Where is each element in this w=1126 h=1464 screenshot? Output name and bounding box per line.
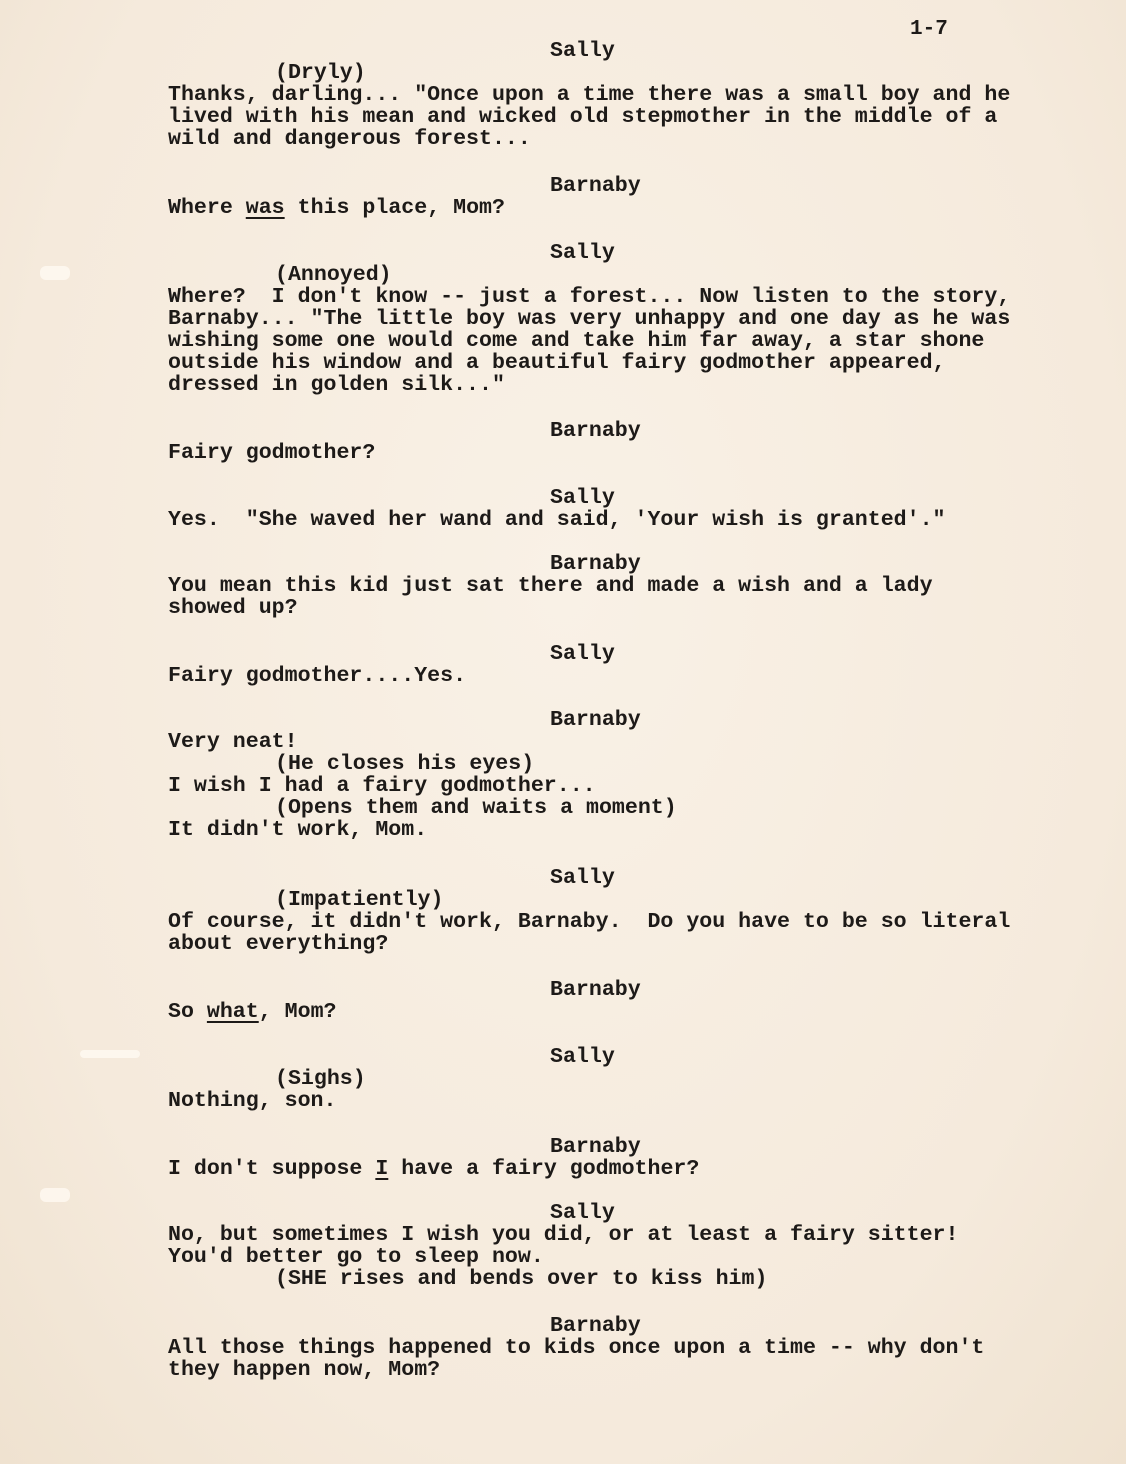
character-name: Sally: [550, 1045, 615, 1069]
dialogue-line: dressed in golden silk...": [168, 373, 505, 397]
dialogue-line: [168, 1001, 337, 1023]
character-name: Sally: [550, 642, 615, 666]
character-name: Sally: [550, 1201, 615, 1225]
text-segment: have a fairy godmother?: [388, 1157, 700, 1181]
dialogue-line: Where? I don't know -- just a forest... Now listen to the story,: [168, 285, 1011, 309]
text-segment: this place, Mom?: [284, 196, 505, 220]
dialogue-line: Very neat!: [168, 730, 298, 754]
text-segment: , Mom?: [258, 1000, 337, 1024]
dialogue-line: [168, 1158, 699, 1180]
parenthetical: (Opens them and waits a moment): [275, 796, 677, 820]
dialogue-line: Of course, it didn't work, Barnaby. Do you have to be so literal: [168, 910, 1011, 934]
parenthetical: (Dryly): [275, 61, 366, 85]
character-name: Barnaby: [550, 174, 641, 198]
dialogue-line: Fairy godmother....Yes.: [168, 664, 467, 688]
parenthetical: (He closes his eyes): [275, 752, 535, 776]
parenthetical: (Annoyed): [275, 263, 392, 287]
paper-tear-mark: [80, 1050, 140, 1058]
character-name: Barnaby: [550, 552, 641, 576]
text-segment: So: [168, 1000, 207, 1024]
character-name: Sally: [550, 39, 615, 63]
character-name: Barnaby: [550, 419, 641, 443]
dialogue-line: Thanks, darling... "Once upon a time there was a small boy and he: [168, 83, 1011, 107]
dialogue-line: Yes. "She waved her wand and said, 'Your wish is granted'.": [168, 508, 946, 532]
dialogue-line: about everything?: [168, 932, 389, 956]
binder-hole-mark: [40, 1188, 70, 1202]
underlined-word: I: [375, 1157, 389, 1181]
character-name: Sally: [550, 241, 615, 265]
dialogue-line: No, but sometimes I wish you did, or at least a fairy sitter!: [168, 1223, 959, 1247]
dialogue-line: wild and dangerous forest...: [168, 127, 531, 151]
dialogue-line: I wish I had a fairy godmother...: [168, 774, 596, 798]
dialogue-line: Nothing, son.: [168, 1089, 337, 1113]
page-number: 1-7: [910, 18, 948, 41]
character-name: Sally: [550, 486, 615, 510]
text-segment: I don't suppose: [168, 1157, 376, 1181]
underlined-word: was: [245, 196, 285, 220]
character-name: Barnaby: [550, 1135, 641, 1159]
character-name: Sally: [550, 866, 615, 890]
parenthetical: (Sighs): [275, 1067, 366, 1091]
dialogue-line: It didn't work, Mom.: [168, 818, 428, 842]
character-name: Barnaby: [550, 978, 641, 1002]
underlined-word: what: [206, 1000, 259, 1024]
dialogue-line: You mean this kid just sat there and made a wish and a lady: [168, 574, 933, 598]
character-name: Barnaby: [550, 708, 641, 732]
dialogue-line: Barnaby... "The little boy was very unhappy and one day as he was: [168, 307, 1011, 331]
dialogue-line: wishing some one would come and take him far away, a star shone: [168, 329, 985, 353]
character-name: Barnaby: [550, 1314, 641, 1338]
dialogue-line: All those things happened to kids once upon a time -- why don't: [168, 1336, 985, 1360]
parenthetical: (SHE rises and bends over to kiss him): [275, 1267, 768, 1291]
dialogue-line: [168, 197, 505, 219]
binder-hole-mark: [40, 266, 70, 280]
parenthetical: (Impatiently): [275, 888, 444, 912]
dialogue-line: lived with his mean and wicked old stepmother in the middle of a: [168, 105, 998, 129]
dialogue-line: outside his window and a beautiful fairy godmother appeared,: [168, 351, 946, 375]
dialogue-line: showed up?: [168, 596, 298, 620]
dialogue-line: they happen now, Mom?: [168, 1358, 441, 1382]
dialogue-line: Fairy godmother?: [168, 441, 376, 465]
dialogue-line: You'd better go to sleep now.: [168, 1245, 544, 1269]
text-segment: Where: [168, 196, 246, 220]
